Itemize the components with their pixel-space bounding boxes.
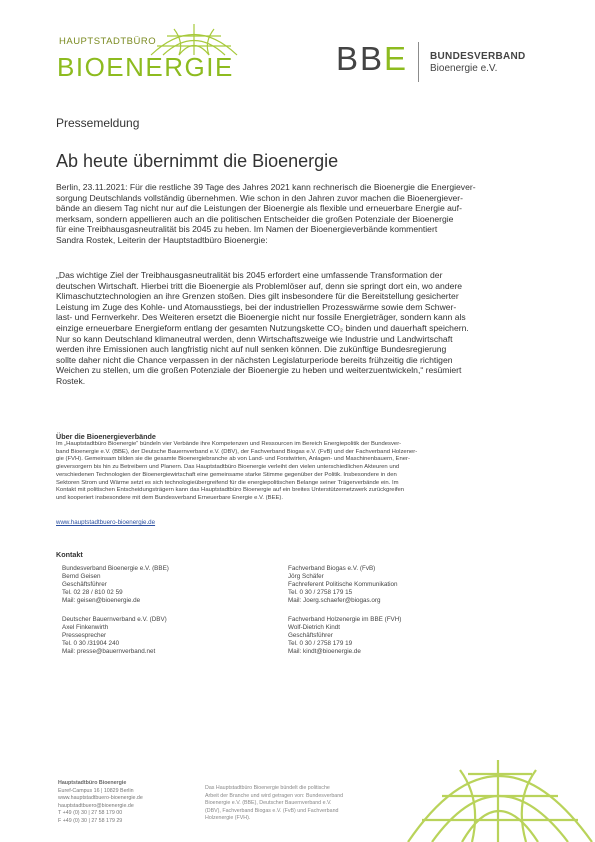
text-line: Sektoren Strom und Wärme setzt es sich technologieübergreifend für die energiepolitischen Belange seiner Trägerverbände ein. Im [56, 479, 399, 486]
text-line: werden ihre Emissionen auch langfristig nicht auf null senken können. Die zukünftige Bundesregierung [56, 344, 447, 355]
contact-email-link[interactable]: Mail: geisen@bioenergie.de [62, 597, 141, 604]
logo-big-text: BIOENERGIE [57, 52, 234, 82]
text-line: Kontakt mit politischen Entscheidungsträgern kann das Hauptstadtbüro Bioenergie auf ein breites Unterstützernetzwerk zurückgreifen [56, 487, 405, 494]
footer-org-name: Hauptstadtbüro Bioenergie [58, 780, 127, 786]
bbe-mark: BBE [336, 40, 409, 77]
contact-phone: Tel. 02 28 / 810 02 59 [62, 589, 123, 596]
footer-address [58, 780, 143, 826]
contact-org: Fachverband Holzenergie im BBE (FVH) [288, 616, 402, 623]
footer-line: Arbeit der Branche und wird getragen von: Bundesverband [205, 792, 344, 799]
contact-person: Wolf-Dietrich Kindt [288, 624, 341, 631]
contact-role: Fachreferent Politische Kommunikation [288, 581, 398, 588]
about-text [56, 441, 417, 503]
contact-phone: Tel. 0 30 /31904 240 [62, 640, 120, 647]
text-line: Berlin, 23.11.2021: Für die restliche 39 Tage des Jahres 2021 kann rechnerisch die Bioenergie die Energiever- [56, 182, 476, 192]
bbe-name-line1: BUNDESVERBAND [430, 51, 526, 62]
contact-email-link[interactable]: Mail: Joerg.schaefer@biogas.org [288, 597, 381, 604]
contact-person: Axel Finkenwirth [62, 624, 109, 631]
text-line: sollte daher nicht die Chance verpassen in der nächsten Legislaturperiode bereits frühzeitig die richtigen [56, 354, 453, 365]
quote-paragraph [56, 270, 542, 387]
contact-email-link[interactable]: Mail: presse@bauernverband.net [62, 648, 156, 655]
contact-card-fvb [288, 565, 398, 605]
globe-arc-icon [149, 22, 239, 56]
text-line: Klimaschutztechnologien an ihre Grenzen stoßen. Dies gilt insbesondere für die Bereitstellung gesicherter [56, 291, 459, 302]
text-line: Sandra Rostek, Leiterin der Hauptstadtbüro Bioenergie: [56, 234, 268, 245]
footer-line: hauptstadtbuero@bioenergie.de [58, 802, 134, 809]
footer-line: Euref-Campus 16 | 10829 Berlin [58, 787, 134, 794]
contact-phone: Tel. 0 30 / 2758 179 19 [288, 640, 353, 647]
bbe-name-line2: Bioenergie e.V. [430, 63, 498, 74]
text-line: verschiedenen Technologien der Bioenergiewirtschaft eine gemeinsame starke Stimme gegenüber der Politik. Insbesondere in den [56, 471, 397, 478]
text-line: Weichen zu stellen, um die großen Potenziale der Bioenergie zu heben und weiterzuentwickeln,“ resümiert [56, 365, 462, 376]
logo-small-text: HAUPTSTADTBÜRO [59, 36, 157, 47]
contact-org: Bundesverband Bioenergie e.V. (BBE) [62, 565, 169, 572]
press-release-label: Pressemeldung [56, 116, 140, 130]
text-line: sorgung Deutschlands vollständig übernehmen. Wie schon in den Jahren zuvor machen die Bioenergiever- [56, 192, 464, 203]
bbe-logo [336, 40, 556, 86]
globe-graphic [402, 740, 595, 842]
page-title: Ab heute übernimmt die Bioenergie [56, 151, 339, 171]
about-heading: Über die Bioenergieverbände [56, 432, 156, 441]
website-link[interactable]: www.hauptstadtbuero-bioenergie.de [56, 519, 156, 526]
text-line: last- und Fernverkehr. Des Weiteren ersetzt die Bioenergie nicht nur fossile Energieträger, sondern kann als [56, 312, 466, 323]
footer-description [205, 785, 343, 823]
contact-role: Geschäftsführer [288, 632, 333, 639]
contact-org: Deutscher Bauernverband e.V. (DBV) [62, 616, 167, 623]
text-line: Leistung im Zuge des Kohle- und Atomausstiegs, bei der industriellen Prozesswärme sowie dem Schwer- [56, 301, 457, 312]
text-line: Im „Hauptstadtbüro Bioenergie“ bündeln vier Verbände ihre Kompetenzen und Ressourcen im Bereich Energiepolitik der Bundesver- [56, 441, 402, 447]
text-line: Rostek. [56, 375, 86, 386]
text-line: deutschen Wirtschaft. Hierbei tritt die Bioenergie als Problemlöser auf, denn sie springt dort ein, wo andere [56, 280, 463, 291]
footer-line: www.hauptstadtbuero-bioenergie.de [58, 795, 143, 802]
text-line: gie (FVH). Gemeinsam bilden sie die gesamte Bioenergiebranche ab von Land- und Forstwirten, Anlagen- und Maschinenbauern, Ener- [56, 456, 410, 463]
intro-paragraph [56, 182, 542, 246]
text-line: band Bioenergie e.V. (BBE), der Deutsche Bauernverband e.V. (DBV), der Fachverband Biogas e.V. (FvB) und der Fachverband Holzener- [56, 448, 418, 455]
contact-card-bbe [62, 565, 169, 605]
contact-card-dbv [62, 616, 167, 656]
bbe-mark-accent-letter: E [384, 40, 409, 77]
text-line: bände an diesem Tag nicht nur auf die Leistungen der Bioenergie als flexible und erneuerbare Energie auf- [56, 203, 462, 214]
footer-line: (DBV), Fachverband Biogas e.V. (FvB) und Fachverband [205, 807, 339, 814]
text-line: merksam, sondern appellieren auch an die politischen Entscheider die großen Potenziale der Bioenergie [56, 213, 454, 224]
footer-line: Das Hauptstadtbüro Bioenergie bündelt die politische [205, 785, 330, 791]
footer-line: F +49 (0) 30 | 27 58 179 29 [58, 817, 123, 824]
footer-line: Bioenergie e.V. (BBE), Deutscher Bauernverband e.V. [205, 800, 332, 807]
contact-org: Fachverband Biogas e.V. (FvB) [288, 565, 376, 572]
text-line: und kooperiert insbesondere mit dem Bundesverband Erneuerbare Energie e.V. (BEE). [56, 494, 284, 501]
text-line: für eine Treibhausgasneutralität bis 2045 zu heben. Im Namen der Bioenergieverbände kommentiert [56, 224, 438, 235]
contact-role: Geschäftsführer [62, 581, 107, 588]
contact-role: Pressesprecher [62, 632, 107, 639]
text-line: gieversorgern bis hin zu Betreibern und Planern. Das Hauptstadtbüro Bioenergie verleiht den vielen unterschiedlichen Akteuren und [56, 464, 400, 471]
contact-email-link[interactable]: Mail: kindt@bioenergie.de [288, 648, 361, 655]
text-line: Nur so kann Deutschland klimaneutral werden, denn Wirtschaftszweige wie Industrie und Landwirtschaft [56, 333, 453, 344]
contact-person: Jörg Schäfer [288, 573, 324, 580]
text-line: einzige erneuerbare Energieform entlang der gesamten Nutzungskette CO₂ binden und dauerhaft speichern. [56, 322, 469, 333]
contact-phone: Tel. 0 30 / 2758 179 15 [288, 589, 353, 596]
hauptstadtbuero-logo [54, 22, 244, 84]
contact-person: Bernd Geisen [62, 573, 101, 580]
text-line: „Das wichtige Ziel der Treibhausgasneutralität bis 2045 erfordert eine umfassende Transformation der [56, 270, 443, 280]
contact-card-fvh [288, 616, 401, 656]
footer-line: Holzenergie (FVH). [205, 815, 251, 822]
footer-line: T +49 (0) 30 | 27 58 179 00 [58, 810, 123, 817]
contact-heading: Kontakt [56, 550, 83, 559]
bbe-divider [418, 42, 419, 82]
